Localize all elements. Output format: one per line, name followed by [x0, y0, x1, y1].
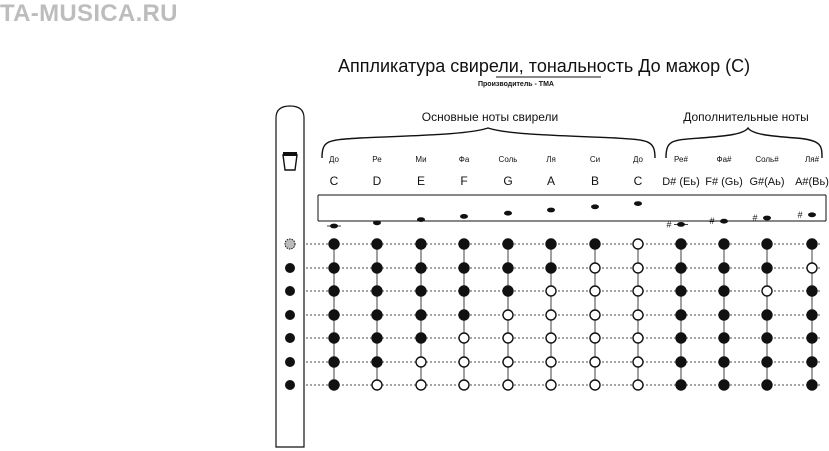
- closed-hole: [372, 239, 382, 249]
- open-hole: [633, 380, 643, 390]
- note-letter-label: F# (Gь): [705, 176, 743, 188]
- recorder-finger-hole: [285, 263, 295, 273]
- open-hole: [633, 333, 643, 343]
- closed-hole: [719, 310, 729, 320]
- closed-hole: [372, 263, 382, 273]
- staff-note: [720, 219, 728, 224]
- group-label-extra: Дополнительные ноты: [683, 110, 809, 124]
- closed-hole: [503, 239, 513, 249]
- open-hole: [416, 357, 426, 367]
- open-hole: [459, 380, 469, 390]
- closed-hole: [372, 310, 382, 320]
- open-hole: [546, 357, 556, 367]
- closed-hole: [329, 310, 339, 320]
- closed-hole: [676, 357, 686, 367]
- recorder-finger-hole: [285, 333, 295, 343]
- note-name-label: Ре: [372, 155, 382, 164]
- note-column-5: [499, 155, 518, 390]
- closed-hole: [676, 310, 686, 320]
- recorder-thumb-hole: [285, 239, 295, 249]
- recorder-finger-hole: [285, 310, 295, 320]
- closed-hole: [416, 239, 426, 249]
- closed-hole: [719, 286, 729, 296]
- recorder-mouthpiece-top: [283, 152, 297, 156]
- closed-hole: [329, 286, 339, 296]
- note-letter-label: C: [633, 174, 643, 188]
- closed-hole: [416, 333, 426, 343]
- open-hole: [762, 286, 772, 296]
- closed-hole: [762, 263, 772, 273]
- open-hole: [633, 286, 643, 296]
- brace-extra: [666, 128, 822, 158]
- closed-hole: [416, 310, 426, 320]
- open-hole: [633, 310, 643, 320]
- closed-hole: [762, 310, 772, 320]
- open-hole: [503, 380, 513, 390]
- staff-note: [808, 212, 816, 217]
- note-column-9: [662, 155, 700, 390]
- site-watermark: TA-MUSICA.RU: [0, 0, 178, 27]
- closed-hole: [459, 310, 469, 320]
- note-letter-label: C: [329, 174, 339, 188]
- note-letter-label: A#(Bь): [795, 176, 829, 188]
- note-column-2: [372, 155, 382, 390]
- closed-hole: [676, 263, 686, 273]
- note-name-label: Ми: [415, 155, 427, 164]
- note-column-11: [749, 155, 784, 390]
- closed-hole: [503, 286, 513, 296]
- open-hole: [416, 380, 426, 390]
- note-letter-label: D# (Eь): [662, 176, 700, 188]
- open-hole: [590, 286, 600, 296]
- closed-hole: [372, 357, 382, 367]
- note-letter-label: A: [546, 174, 556, 188]
- closed-hole: [503, 263, 513, 273]
- closed-hole: [416, 263, 426, 273]
- note-letter-label: B: [590, 174, 600, 188]
- closed-hole: [590, 239, 600, 249]
- open-hole: [503, 333, 513, 343]
- closed-hole: [807, 357, 817, 367]
- open-hole: [807, 263, 817, 273]
- closed-hole: [807, 380, 817, 390]
- note-column-3: [415, 155, 426, 390]
- closed-hole: [676, 333, 686, 343]
- note-name-label: До: [329, 155, 339, 164]
- staff-note: [504, 211, 512, 216]
- note-name-label: Ре#: [674, 155, 688, 164]
- closed-hole: [459, 286, 469, 296]
- open-hole: [590, 310, 600, 320]
- closed-hole: [546, 239, 556, 249]
- page-title: Аппликатура свирели, тональность До мажор (С): [338, 56, 751, 76]
- open-hole: [633, 263, 643, 273]
- sharp-sign: #: [666, 219, 672, 230]
- note-column-8: [633, 155, 644, 390]
- staff-note: [460, 214, 468, 219]
- closed-hole: [719, 239, 729, 249]
- recorder-mouthpiece-icon: [283, 155, 297, 170]
- open-hole: [459, 333, 469, 343]
- closed-hole: [676, 380, 686, 390]
- open-hole: [503, 357, 513, 367]
- recorder-finger-hole: [285, 357, 295, 367]
- note-name-label: Соль#: [755, 155, 779, 164]
- open-hole: [546, 380, 556, 390]
- note-name-label: Соль: [498, 155, 518, 164]
- staff-note: [547, 208, 555, 213]
- note-letter-label: E: [416, 174, 426, 188]
- closed-hole: [329, 357, 339, 367]
- open-hole: [546, 310, 556, 320]
- open-hole: [590, 357, 600, 367]
- note-column-6: [546, 155, 556, 390]
- open-hole: [503, 310, 513, 320]
- open-hole: [633, 239, 643, 249]
- closed-hole: [762, 239, 772, 249]
- closed-hole: [329, 380, 339, 390]
- closed-hole: [372, 286, 382, 296]
- open-hole: [590, 263, 600, 273]
- note-name-label: Си: [589, 155, 601, 164]
- note-letter-label: F: [460, 174, 468, 188]
- staff-note: [763, 216, 771, 221]
- closed-hole: [329, 239, 339, 249]
- note-name-label: До: [633, 155, 643, 164]
- closed-hole: [762, 357, 772, 367]
- note-name-label: Ля#: [804, 155, 820, 164]
- closed-hole: [416, 286, 426, 296]
- sharp-sign: #: [797, 209, 803, 220]
- closed-hole: [807, 310, 817, 320]
- music-staff: [318, 195, 826, 221]
- closed-hole: [807, 333, 817, 343]
- brace-main: [322, 128, 655, 158]
- closed-hole: [762, 333, 772, 343]
- staff-note: [634, 201, 642, 206]
- open-hole: [546, 333, 556, 343]
- closed-hole: [372, 333, 382, 343]
- closed-hole: [807, 239, 817, 249]
- open-hole: [459, 357, 469, 367]
- closed-hole: [719, 263, 729, 273]
- closed-hole: [676, 239, 686, 249]
- staff-note: [417, 217, 425, 222]
- open-hole: [633, 357, 643, 367]
- closed-hole: [329, 263, 339, 273]
- closed-hole: [459, 263, 469, 273]
- staff-note: [591, 204, 599, 209]
- closed-hole: [762, 380, 772, 390]
- open-hole: [372, 380, 382, 390]
- note-letter-label: G: [503, 174, 513, 188]
- open-hole: [546, 286, 556, 296]
- sharp-sign: #: [752, 213, 758, 223]
- group-label-main: Основные ноты свирели: [421, 110, 559, 124]
- note-column-12: [795, 155, 829, 390]
- note-column-1: [327, 155, 341, 390]
- staff-note: [373, 220, 381, 225]
- closed-hole: [719, 357, 729, 367]
- note-name-label: Фа: [458, 155, 470, 164]
- closed-hole: [807, 286, 817, 296]
- note-name-label: Фа#: [716, 155, 732, 164]
- sharp-sign: #: [709, 216, 715, 227]
- note-column-7: [590, 155, 600, 390]
- recorder-finger-hole: [285, 286, 295, 296]
- note-letter-label: G#(Aь): [749, 176, 785, 188]
- closed-hole: [719, 333, 729, 343]
- note-name-label: Ля: [546, 155, 556, 164]
- note-column-10: [705, 155, 743, 390]
- closed-hole: [329, 333, 339, 343]
- recorder-finger-hole: [285, 380, 295, 390]
- note-letter-label: D: [372, 174, 382, 188]
- closed-hole: [459, 239, 469, 249]
- closed-hole: [546, 263, 556, 273]
- open-hole: [590, 333, 600, 343]
- closed-hole: [719, 380, 729, 390]
- note-column-4: [459, 155, 470, 390]
- closed-hole: [676, 286, 686, 296]
- open-hole: [590, 380, 600, 390]
- page-subtitle: Производитель - ТМА: [478, 81, 554, 88]
